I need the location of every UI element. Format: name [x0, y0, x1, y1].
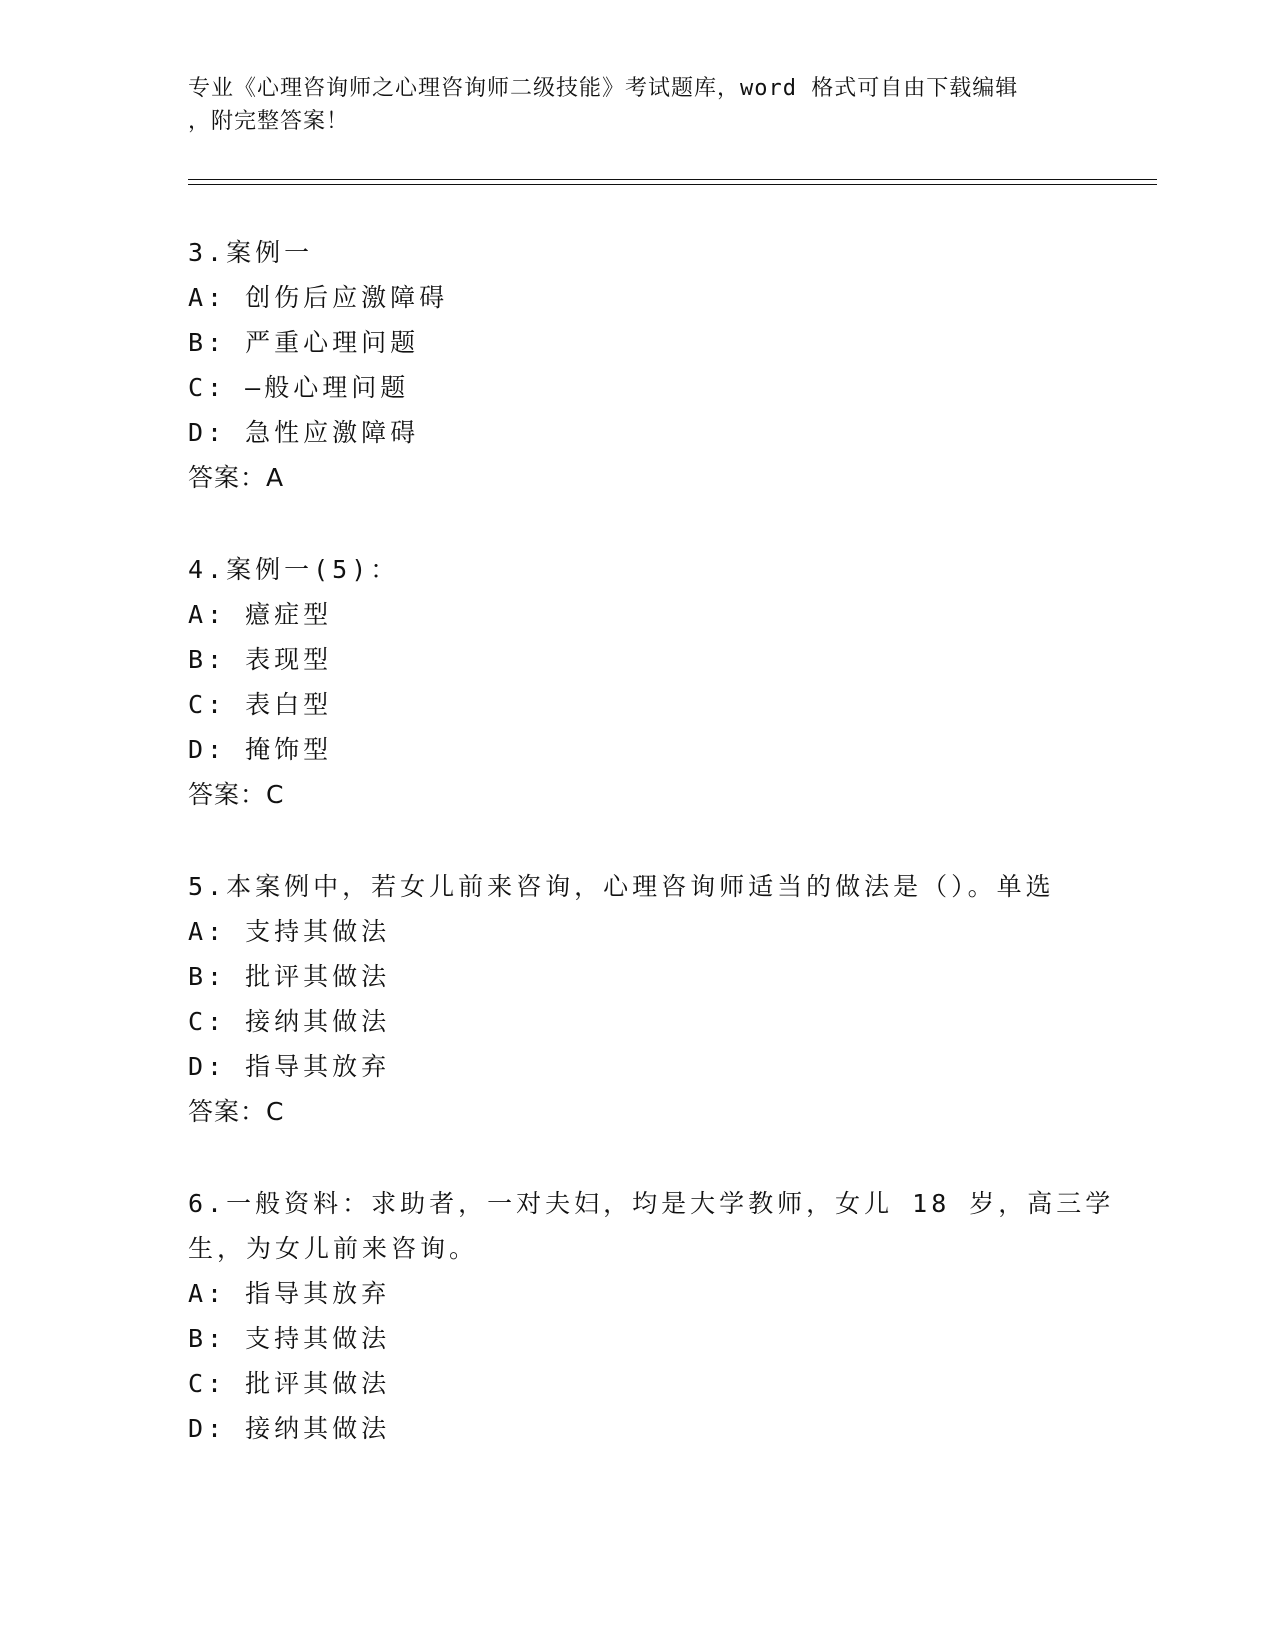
question-4-answer: 答案：C — [188, 780, 285, 809]
question-4-option-b: B: 表现型 — [188, 645, 333, 674]
question-6-option-c: C: 批评其做法 — [188, 1369, 391, 1398]
question-4-stem: 4.案例一(5)： — [188, 555, 400, 584]
question-3-option-a: A: 创伤后应激障碍 — [188, 283, 449, 312]
header-line-2: ，附完整答案！ — [188, 109, 350, 134]
question-4-option-d: D: 掩饰型 — [188, 735, 333, 764]
question-3-stem: 3.案例一 — [188, 238, 314, 267]
question-3-option-c: C: —般心理问题 — [188, 373, 410, 402]
question-6-stem-line-1: 6.一般资料：求助者，一对夫妇，均是大学教师，女儿 18 岁，高三学 — [188, 1189, 1115, 1218]
question-5-stem: 5.本案例中，若女儿前来咨询，心理咨询师适当的做法是（）。单选 — [188, 872, 1055, 901]
header-divider-bottom — [188, 184, 1157, 185]
question-4-option-c: C: 表白型 — [188, 690, 333, 719]
question-3-option-b: B: 严重心理问题 — [188, 328, 420, 357]
header-divider-top — [188, 179, 1157, 180]
question-6-option-b: B: 支持其做法 — [188, 1324, 391, 1353]
question-5-option-a: A: 支持其做法 — [188, 917, 391, 946]
question-6-stem-line-2: 生，为女儿前来咨询。 — [188, 1234, 479, 1263]
question-3-answer: 答案：A — [188, 463, 285, 492]
question-5-option-d: D: 指导其放弃 — [188, 1052, 391, 1081]
question-3-option-d: D: 急性应激障碍 — [188, 418, 420, 447]
question-4-option-a: A: 癔症型 — [188, 600, 333, 629]
question-5-answer: 答案：C — [188, 1097, 285, 1126]
question-6-option-a: A: 指导其放弃 — [188, 1279, 391, 1308]
document-header — [188, 72, 1088, 138]
question-5-option-b: B: 批评其做法 — [188, 962, 391, 991]
question-6-option-d: D: 接纳其做法 — [188, 1414, 391, 1443]
question-5-option-c: C: 接纳其做法 — [188, 1007, 391, 1036]
header-line-1: 专业《心理咨询师之心理咨询师二级技能》考试题库，word 格式可自由下载编辑 — [188, 76, 1019, 101]
